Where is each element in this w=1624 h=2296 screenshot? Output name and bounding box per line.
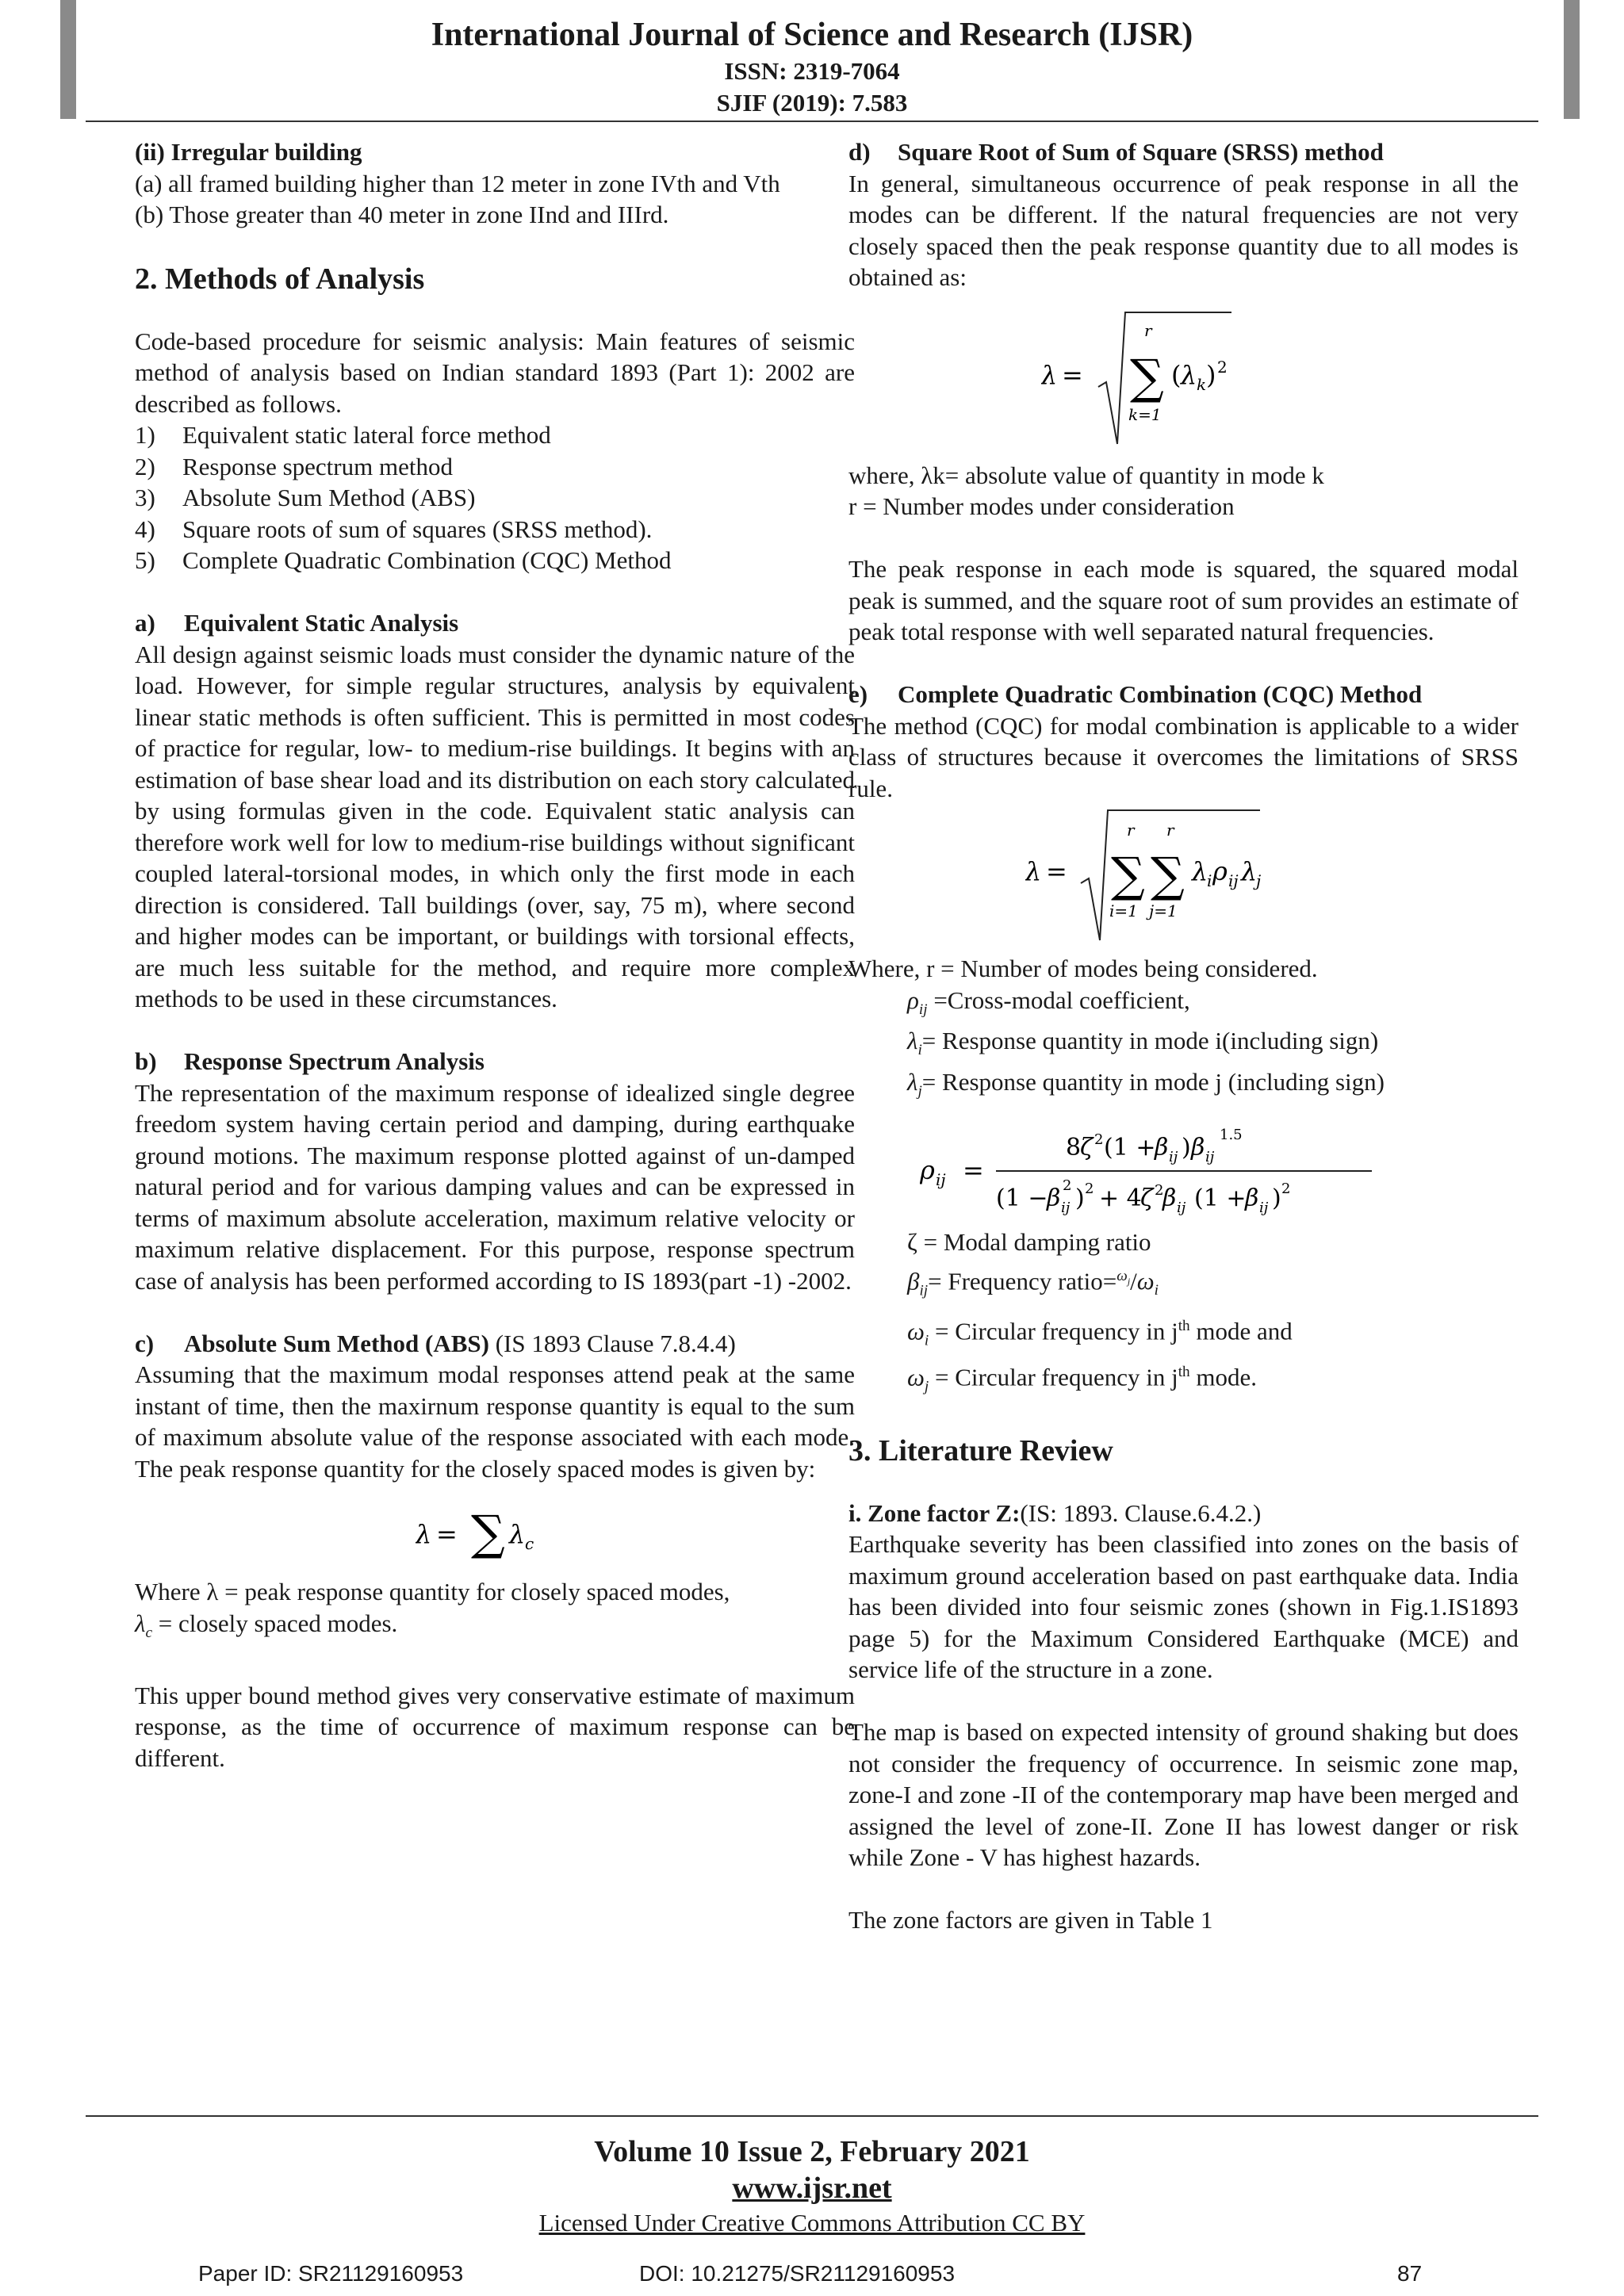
svg-text:(: (	[1170, 359, 1181, 390]
svg-text:r: r	[1166, 821, 1174, 840]
srss-equation	[1041, 293, 1327, 460]
list-item: 4) Square roots of sum of squares (SRSS method).	[135, 515, 653, 543]
svg-text:ij: ij	[1177, 1199, 1186, 1216]
beta-definition: $\beta_{ij}=$ Frequency $ratio=^{\omega_j}/\omega_i$	[907, 1267, 1159, 1299]
lambda-j-definition: $\lambda_j=$ Response quantity in mode j (including sign)	[907, 1067, 1385, 1100]
doi: DOI: 10.21275/SR21129160953	[639, 2261, 956, 2286]
footer-rule	[86, 2115, 1538, 2117]
rho-equation-svg	[920, 1108, 1411, 1226]
irregular-a: (a) all framed building higher than 12 meter in zone IVth and Vth	[135, 169, 780, 197]
cqc-definitions	[848, 985, 1519, 1108]
license-link[interactable]: Licensed Under Creative Commons Attribution CC BY	[538, 2209, 1086, 2237]
omega-i-definition: $\omega_i$ = Circular frequency in $j^{th}$ mode and	[907, 1316, 1293, 1349]
srss-text: In general, simultaneous occurrence of peak response in all the modes can be different. lf the natural frequencies are not very closely spaced then the peak response quantity due to all modes is obtained as:	[848, 169, 1519, 291]
subsection-a-heading: a) Equivalent Static Analysis	[135, 609, 459, 637]
svg-text:ρ: ρ	[920, 1154, 935, 1185]
svg-text:): )	[1272, 1184, 1281, 1212]
section-2-heading: 2. Methods of Analysis	[135, 262, 425, 296]
subsection-b-heading: b) Response Spectrum Analysis	[135, 1047, 485, 1075]
map-text: The map is based on expected intensity of ground shaking but does not consider the frequency of occurrence. In seismic zone map, zone-I and zone -II of the contemporary map have been merged and assigned the level of zone-II. Zone II has lowest danger or risk while Zone - V has highest hazards.	[848, 1718, 1519, 1872]
abs-where: Where λ = peak response quantity for closely spaced modes, $\lambda_c$ = closely spaced modes.	[135, 1578, 730, 1641]
svg-text:2: 2	[1155, 1181, 1164, 1199]
svg-text:β: β	[1245, 1184, 1259, 1212]
response-spectrum-text: The representation of the maximum response of idealized single degree freedom system having certain period and damping, during earthquake ground motions. The maximum response plotted against of un-damped natural period and for various damping values and can be expressed in terms of maximum absolute acceleration, maximum relative velocity or maximum relative displacement. For this purpose, response spectrum case of analysis has been performed according to IS 1893(part -1) -2002.	[135, 1078, 855, 1295]
svg-text:∑: ∑	[1129, 349, 1164, 405]
svg-text:λ: λ	[1180, 359, 1197, 390]
svg-text:c: c	[525, 1534, 534, 1553]
svg-text:∑: ∑	[1150, 848, 1185, 903]
svg-text:∑: ∑	[1110, 848, 1145, 903]
list-item: 5) Complete Quadratic Combination (CQC) Method	[135, 546, 672, 574]
svg-text:λ: λ	[416, 1519, 432, 1549]
svg-text:r: r	[1143, 320, 1152, 340]
svg-text:λ: λ	[1040, 359, 1057, 390]
svg-text:8: 8	[1066, 1133, 1082, 1161]
svg-text:): )	[1205, 359, 1216, 390]
rho-equation	[920, 1108, 1411, 1226]
abs-equation	[416, 1484, 574, 1576]
zone-factor-heading: i. Zone factor Z:(IS: 1893. Clause.6.4.2.)	[848, 1498, 1262, 1527]
rho-definition: $\rho_{ij}$ =Cross-modal coefficient,	[907, 985, 1190, 1018]
srss-equation-svg	[1041, 293, 1327, 460]
volume-info: Volume 10 Issue 2, February 2021	[594, 2135, 1030, 2168]
svg-text:=: =	[1045, 856, 1067, 886]
svg-text:β: β	[1047, 1184, 1061, 1212]
equivalent-static-text: All design against seismic loads must consider the dynamic nature of the load. However, for simple regular structures, analysis by equivalent linear static methods is often sufficient. This is permitted in most codes of practice for regular, low- to medium-rise buildings. It begins with an estimation of base shear load and its distribution on each story calculated by using formulas given in the code. Equivalent static analysis can therefore work well for low to medium-rise buildings without significant coupled lateral-torsional modes, in which only the first mode in each direction is considered. Tall buildings (over, say, 75 m), where second and higher modes can be important, or buildings with torsional effects, are much less suitable for the method, and require more complex methods to be used in these circumstances.	[135, 640, 855, 1012]
svg-text:(1 +: (1 +	[1194, 1184, 1247, 1212]
paper-id: Paper ID: SR21129160953	[198, 2261, 464, 2286]
cqc-equation	[1025, 804, 1342, 953]
svg-text:=: =	[436, 1519, 458, 1549]
header-rule	[86, 121, 1538, 122]
srss-where-1: where, λk= absolute value of quantity in mode k	[848, 461, 1324, 489]
zone-factor-text: Earthquake severity has been classified into zones on the basis of maximum ground acceleration based on past earthquake data. India has been divided into four seismic zones (shown in Fig.1.IS1893 page 5) for the Maximum Considered Earthquake (MCE) and service life of the structure in a zone.	[848, 1530, 1519, 1684]
svg-text:i=1: i=1	[1109, 901, 1138, 920]
svg-text:ζ: ζ	[1140, 1184, 1154, 1212]
subsection-e-heading: e) Complete Quadratic Combination (CQC) Method	[848, 680, 1423, 708]
svg-text:j: j	[1255, 871, 1261, 890]
svg-text:ζ: ζ	[1080, 1133, 1094, 1161]
svg-text:λ: λ	[1025, 856, 1041, 886]
methods-list	[135, 419, 855, 576]
list-item: 1) Equivalent static lateral force method	[135, 421, 551, 449]
svg-text:): )	[1075, 1184, 1085, 1212]
svg-text:=: =	[963, 1154, 984, 1185]
table-reference: The zone factors are given in Table 1	[848, 1906, 1213, 1934]
list-item: 3) Absolute Sum Method (ABS)	[135, 484, 476, 511]
cqc-equation-svg	[1025, 804, 1342, 953]
irregular-title: (ii) Irregular building	[135, 138, 362, 166]
svg-text:ij: ij	[1228, 871, 1239, 890]
left-column	[135, 136, 855, 1774]
svg-text:i: i	[1206, 871, 1212, 890]
right-column	[848, 136, 1519, 1936]
svg-text:2: 2	[1216, 357, 1228, 377]
svg-text:∑: ∑	[471, 1506, 505, 1561]
svg-text:β: β	[1155, 1133, 1169, 1161]
damping-definitions	[848, 1226, 1519, 1402]
svg-text:2: 2	[1063, 1177, 1072, 1194]
svg-text:ij: ij	[1205, 1148, 1215, 1165]
sjif: SJIF (2019): 7.583	[716, 89, 908, 117]
svg-text:ρ: ρ	[1212, 856, 1228, 886]
svg-text:β: β	[1162, 1184, 1177, 1212]
omega-j-definition: $\omega_j$ = Circular frequency in $j^{th}$ mode.	[907, 1362, 1257, 1395]
svg-text:ij: ij	[936, 1169, 946, 1189]
abs-text: Assuming that the maximum modal responses attend peak at the same instant of time, then the maxirnum response quantity is equal to the sum of maximum absolute value of the response associated with each mode. The peak response quantity for the closely spaced modes is given by:	[135, 1360, 855, 1483]
journal-link[interactable]: www.ijsr.net	[732, 2172, 892, 2205]
svg-text:2: 2	[1094, 1131, 1104, 1148]
cqc-text: The method (CQC) for modal combination is applicable to a wider class of structures because it overcomes the limitations of SRSS rule.	[848, 711, 1519, 802]
svg-text:ij: ij	[1169, 1148, 1178, 1165]
cqc-where: Where, r = Number of modes being considered.	[848, 955, 1318, 982]
section-3-heading: 3. Literature Review	[848, 1433, 1113, 1468]
page-number: 87	[1397, 2261, 1423, 2286]
journal-title: International Journal of Science and Research (IJSR)	[431, 17, 1193, 53]
subsection-d-heading: d) Square Root of Sum of Square (SRSS) method	[848, 138, 1384, 166]
subsection-c-heading: c) Absolute Sum Method (ABS) (IS 1893 Clause 7.8.4.4)	[135, 1329, 736, 1357]
svg-text:): )	[1182, 1133, 1191, 1161]
zeta-definition: ζ = Modal damping ratio	[907, 1227, 1151, 1256]
svg-text:+ 4: + 4	[1099, 1184, 1142, 1212]
abs-bound-text: This upper bound method gives very conservative estimate of maximum response, as the time of occurrence of maximum response can be different.	[135, 1681, 855, 1772]
svg-text:(1 −: (1 −	[996, 1184, 1048, 1212]
svg-text:β: β	[1191, 1133, 1205, 1161]
svg-text:ij: ij	[1259, 1199, 1269, 1216]
svg-text:2: 2	[1085, 1180, 1094, 1197]
svg-text:k=1: k=1	[1128, 404, 1162, 424]
lambda-i-definition: $\lambda_i=$ Response quantity in mode i(including sign)	[907, 1027, 1379, 1059]
svg-text:2: 2	[1281, 1180, 1291, 1197]
svg-text:λ: λ	[1191, 856, 1208, 886]
svg-text:r: r	[1126, 821, 1135, 840]
svg-text:λ: λ	[509, 1519, 526, 1549]
list-item: 2) Response spectrum method	[135, 452, 453, 480]
svg-text:(1 +: (1 +	[1104, 1133, 1156, 1161]
svg-text:=: =	[1061, 359, 1083, 390]
abs-equation-svg	[416, 1484, 574, 1576]
srss-where-2: r = Number modes under consideration	[848, 492, 1235, 520]
irregular-b: (b) Those greater than 40 meter in zone IInd and IIIrd.	[135, 201, 669, 228]
svg-text:j=1: j=1	[1148, 901, 1178, 920]
methods-intro: Code-based procedure for seismic analysis: Main features of seismic method of analysis based on Indian standard 1893 (Part 1): 2002 are described as follows.	[135, 327, 855, 418]
svg-text:1.5: 1.5	[1220, 1126, 1243, 1143]
svg-text:ij: ij	[1061, 1199, 1071, 1216]
svg-text:k: k	[1196, 374, 1206, 394]
svg-text:λ: λ	[1240, 856, 1257, 886]
issn: ISSN: 2319-7064	[724, 57, 900, 85]
srss-explanation: The peak response in each mode is squared, the squared modal peak is summed, and the square root of sum provides an estimate of peak total response with well separated natural frequencies.	[848, 555, 1519, 645]
